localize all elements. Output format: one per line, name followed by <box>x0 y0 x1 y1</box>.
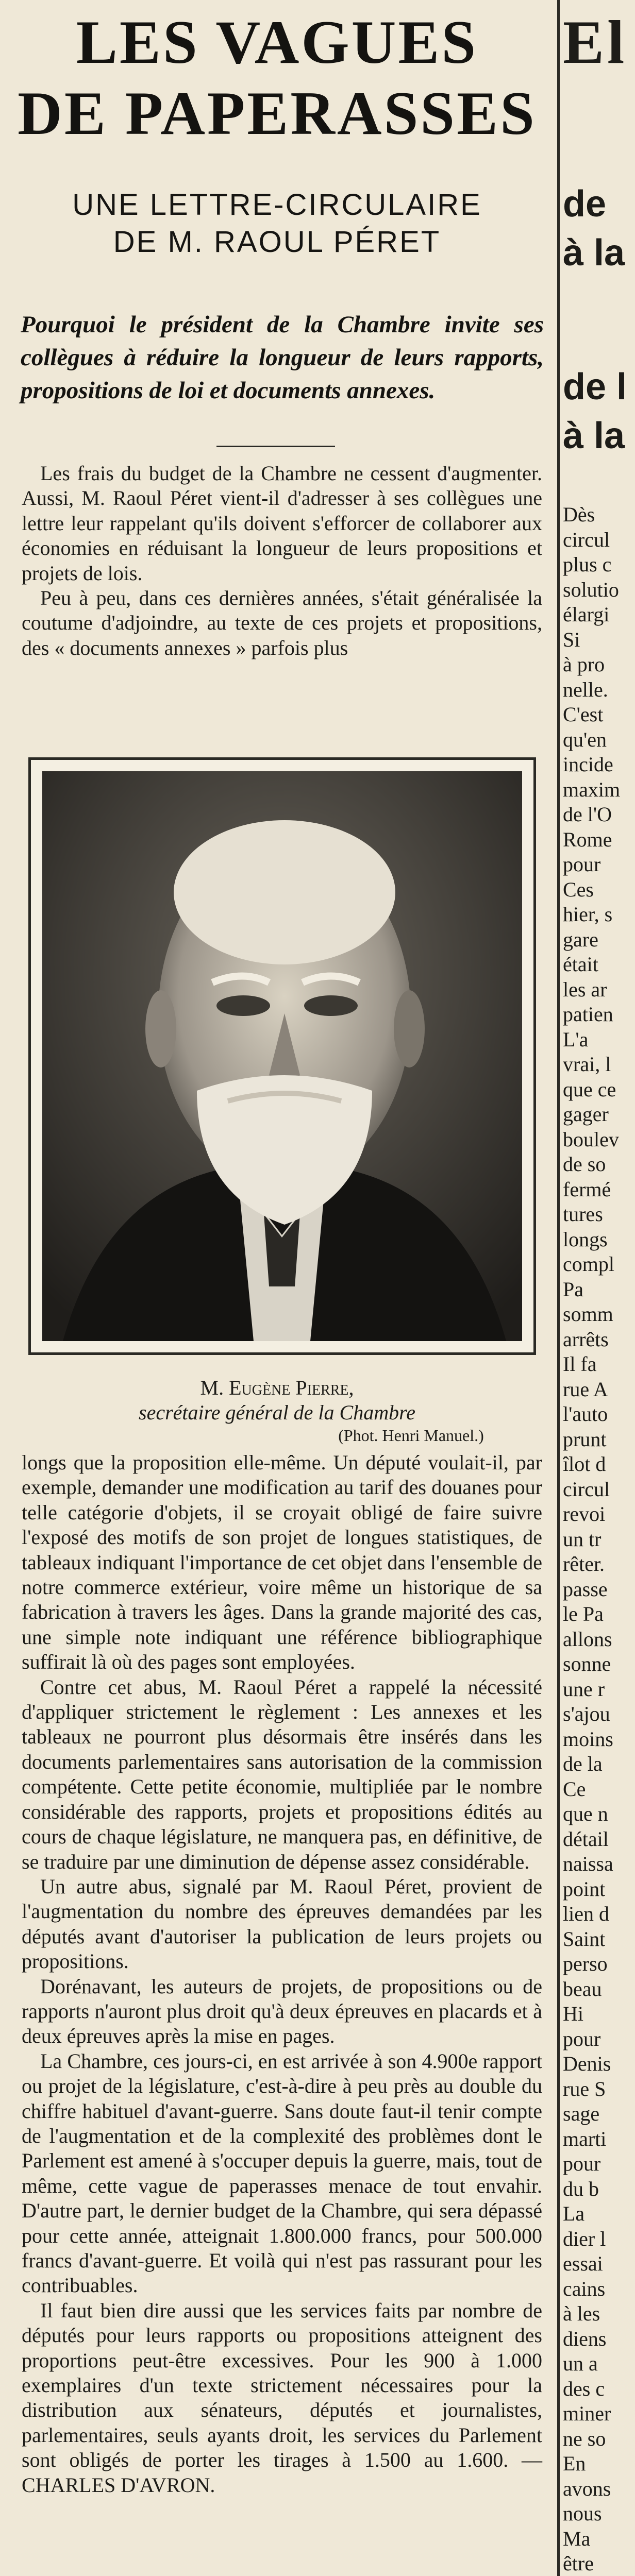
adjacent-line: sonne <box>563 1652 611 1675</box>
adjacent-line: lien d <box>563 1902 609 1925</box>
adjacent-line: hier, s <box>563 903 613 926</box>
adjacent-line: gare <box>563 927 598 951</box>
adjacent-line: Il fa <box>563 1352 597 1376</box>
adjacent-line: allons <box>563 1627 612 1651</box>
adjacent-column <box>563 0 635 2576</box>
adjacent-line: rue S <box>563 2077 606 2100</box>
column-rule <box>557 0 560 2576</box>
adjacent-headline: El <box>563 8 628 76</box>
adjacent-line: passe <box>563 1577 608 1601</box>
adjacent-line: que n <box>563 1802 608 1825</box>
adjacent-line: Ma <box>563 2527 591 2550</box>
paragraph: Contre cet abus, M. Raoul Péret a rappelé la nécessité d'appliquer strictement le règlement : Les annexes et les tableaux ne pourront plus désormais être insérés dans les documents parlementaires sans autorisation de la commission compétente. Cette petite économie, multipliée par le nombre considérable des rapports, projets et propositions édités au cours de chaque législature, ne manquera pas, en définitive, de se traduire par une diminution de dépense assez considérable. <box>22 1675 542 1873</box>
adjacent-line: qu'en <box>563 727 607 751</box>
adjacent-line: gager <box>563 1103 609 1126</box>
adjacent-line: solutio <box>563 578 619 601</box>
adjacent-line: vrai, l <box>563 1053 611 1076</box>
adjacent-line: de l'O <box>563 803 612 826</box>
article-body-top <box>22 461 542 660</box>
paragraph: Peu à peu, dans ces dernières années, s'était généralisée la coutume d'adjoindre, au texte de ces projets et propositions, des « documents annexes » parfois plus <box>22 586 542 659</box>
adjacent-line: s'ajou <box>563 1702 610 1725</box>
adjacent-line: à les <box>563 2302 600 2325</box>
adjacent-line: somm <box>563 1302 613 1326</box>
adjacent-line: miner <box>563 2402 611 2425</box>
adjacent-line: ne so <box>563 2427 606 2450</box>
adjacent-line: incide <box>563 753 613 776</box>
adjacent-line: l'auto <box>563 1402 608 1426</box>
adjacent-line: Denis <box>563 2052 611 2075</box>
adjacent-line: Si <box>563 628 580 651</box>
adjacent-line: de so <box>563 1153 606 1176</box>
paragraph: Les frais du budget de la Chambre ne cessent d'augmenter. Aussi, M. Raoul Péret vient-il d'adresser à ses collègues une lettre leur rappelant qu'ils doivent s'efforcer de collaborer aux économies en réduisant la longueur de leurs propositions et projets de lois. <box>22 462 542 585</box>
adjacent-line: L'a <box>563 1027 589 1051</box>
adjacent-line: détail <box>563 1827 609 1851</box>
adjacent-line: nous <box>563 2502 602 2525</box>
adjacent-line: des c <box>563 2377 605 2400</box>
adjacent-line: circul <box>563 1477 610 1501</box>
adjacent-line: En <box>563 2452 586 2475</box>
adjacent-line: à pro <box>563 653 605 676</box>
adjacent-line: point <box>563 1877 606 1901</box>
paragraph: La Chambre, ces jours-ci, en est arrivée à son 4.900e rapport ou projet de la législature, c'est-à-dire à peu près au double du chiffre habituel d'avant-guerre. Sans doute faut-il tenir compte de l'augmentation et de la complexité des problèmes dont le Parlement est amené à s'occuper depuis la guerre, mais, tout de même, cette vague de paperasses menace de tout envahir. D'autre part, le dernier budget de la Chambre, qui sera dépassé pour cette année, atteignait 1.800.000 francs, pour 500.000 francs d'avant-guerre. Et voilà qui n'est pas rassurant pour les contribuables. <box>22 2049 542 2297</box>
adjacent-line: moins <box>563 1727 613 1751</box>
adjacent-line: rue A <box>563 1377 608 1401</box>
portrait-photo <box>28 757 536 1355</box>
adjacent-line: Ce <box>563 1777 586 1801</box>
caption-credit: (Phot. Henri Manuel.) <box>338 1426 484 1445</box>
adjacent-line: pour <box>563 2152 601 2175</box>
separator-rule <box>216 446 335 447</box>
adjacent-line: pour <box>563 853 601 876</box>
article-lead: Pourquoi le président de la Chambre invite ses collègues à réduire la longueur de leurs rapports, propositions de loi et documents annexes. <box>21 311 544 404</box>
adjacent-line: îlot d <box>563 1452 606 1476</box>
adjacent-line: Hi <box>563 2002 583 2025</box>
adjacent-line: rêter. <box>563 1552 605 1575</box>
portrait-image <box>42 771 522 1341</box>
adjacent-line: un a <box>563 2352 598 2375</box>
adjacent-line: patien <box>563 1003 613 1026</box>
adjacent-line: le Pa <box>563 1602 604 1625</box>
adjacent-line: C'est <box>563 703 604 726</box>
adjacent-line: élargi <box>563 603 610 626</box>
adjacent-line: les ar <box>563 977 607 1001</box>
adjacent-line: Saint <box>563 1927 606 1951</box>
adjacent-line: être <box>563 2552 594 2575</box>
adjacent-line: compl <box>563 1252 614 1276</box>
adjacent-line: tures <box>563 1202 603 1226</box>
adjacent-line: cains <box>563 2277 606 2300</box>
headline-line-2: DE PAPERASSES <box>18 79 537 147</box>
caption-title: secrétaire général de la Chambre <box>139 1401 415 1424</box>
article-body-bottom <box>22 1450 542 2498</box>
subhead-line-2: DE M. RAOUL PÉRET <box>113 225 441 259</box>
adjacent-subhead: à la <box>563 415 625 456</box>
adjacent-line: diens <box>563 2327 607 2350</box>
adjacent-line: fermé <box>563 1177 611 1201</box>
adjacent-subhead: à la <box>563 232 625 274</box>
adjacent-line: que ce <box>563 1077 616 1101</box>
adjacent-line: plus c <box>563 553 612 576</box>
adjacent-line: revoi <box>563 1502 606 1526</box>
adjacent-line: maxim <box>563 777 621 801</box>
adjacent-line: prunt <box>563 1427 607 1451</box>
adjacent-line: boulev <box>563 1127 619 1151</box>
adjacent-line: perso <box>563 1952 608 1975</box>
adjacent-line: un tr <box>563 1527 601 1551</box>
paragraph: longs que la proposition elle-même. Un député voulait-il, par exemple, demander une modification au tarif des douanes pour telle catégorie d'objets, il se croyait obligé de faire suivre l'exposé des motifs de son projet de longues statistiques, de tableaux indiquant l'importance de cet objet dans l'ensemble de notre commerce extérieur, voire même un historique de sa fabrication à travers les âges. Dans la grande majorité des cas, une simple note indiquant une référence bibliographique suffirait là où des pages sont employées. <box>22 1451 542 1674</box>
adjacent-line: La <box>563 2202 585 2225</box>
adjacent-line: dier l <box>563 2227 606 2250</box>
adjacent-subhead: de <box>563 183 607 225</box>
adjacent-subhead: de l <box>563 366 627 408</box>
adjacent-line: beau <box>563 1977 602 2001</box>
adjacent-line: arrêts <box>563 1327 609 1351</box>
headline-line-1: LES VAGUES <box>76 8 478 76</box>
paragraph: Dorénavant, les auteurs de projets, de propositions ou de rapports n'auront plus droit qu'à deux épreuves en placards et à deux épreuves après la mise en pages. <box>22 1974 542 2048</box>
adjacent-line: était <box>563 953 598 976</box>
adjacent-line: essai <box>563 2252 603 2275</box>
adjacent-line: une r <box>563 1677 605 1701</box>
paragraph: Il faut bien dire aussi que les services faits par nombre de députés pour leurs rapports ou propositions atteignent des proportions peut-être excessives. Pour les 900 à 1.000 exemplaires d'un texte strictement nécessaires pour la distribution aux sénateurs, députés et journalistes, parlementaires, seuls ayants droit, les services du Parlement sont obligés de porter les tirages à 1.500 au 1.600. — CHARLES D'AVRON. <box>22 2298 542 2497</box>
subhead-line-1: UNE LETTRE-CIRCULAIRE <box>72 188 482 222</box>
adjacent-line: pour <box>563 2027 601 2050</box>
adjacent-line: Rome <box>563 827 612 851</box>
adjacent-line: longs <box>563 1227 608 1251</box>
adjacent-line: du b <box>563 2177 599 2200</box>
adjacent-line: Pa <box>563 1277 583 1301</box>
adjacent-line: Dès <box>563 503 595 526</box>
adjacent-line: avons <box>563 2477 611 2500</box>
paragraph: Un autre abus, signalé par M. Raoul Péret, provient de l'augmentation du nombre des épreuves demandées par les députés avant d'autoriser la publication de leurs projets ou propositions. <box>22 1874 542 1973</box>
adjacent-line: Ces <box>563 877 594 901</box>
adjacent-line: nelle. <box>563 677 608 701</box>
adjacent-line: de la <box>563 1752 603 1775</box>
adjacent-line: naissa <box>563 1852 613 1875</box>
adjacent-line: sage <box>563 2102 600 2125</box>
adjacent-line: marti <box>563 2127 607 2150</box>
adjacent-line: circul <box>563 528 610 551</box>
caption-name: M. Eugène Pierre, <box>200 1376 354 1399</box>
